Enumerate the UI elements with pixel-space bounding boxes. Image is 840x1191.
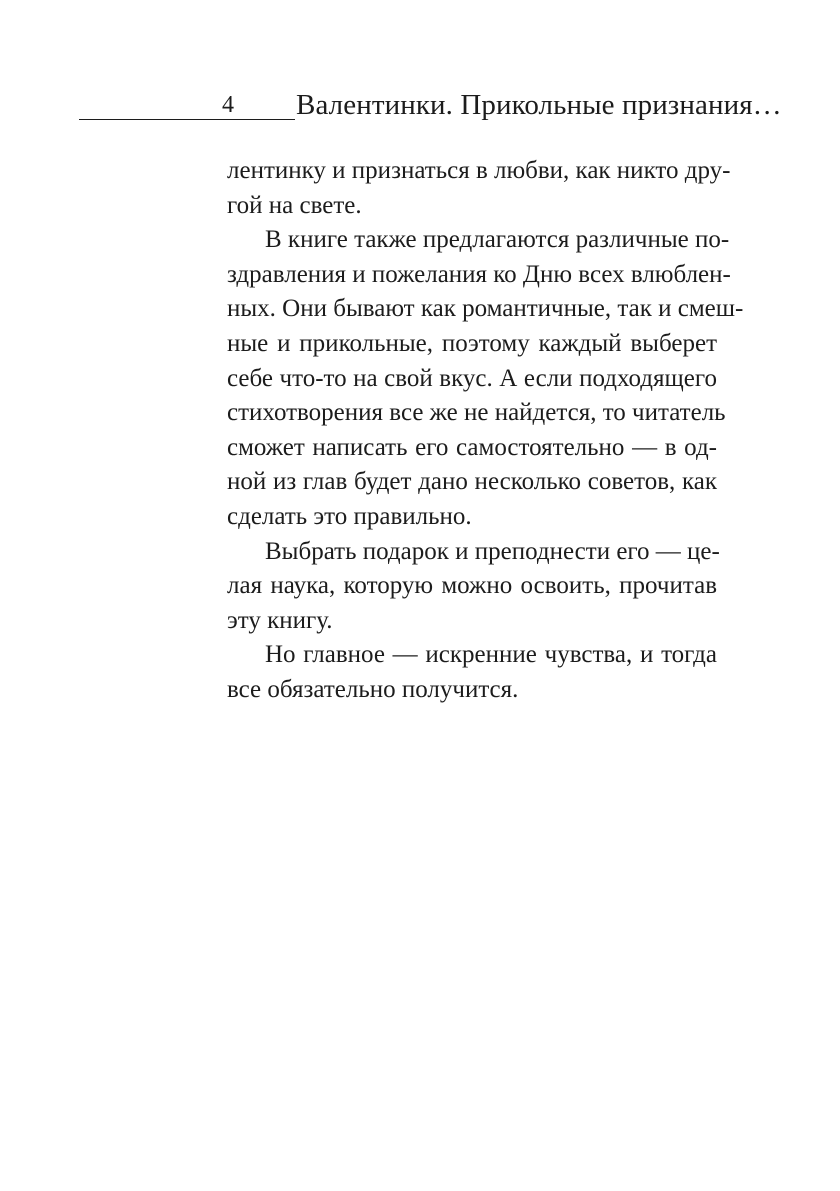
running-title: Валентинки. Прикольные признания…: [296, 89, 782, 121]
header-rule: [79, 119, 295, 120]
paragraph-first-line: Выбрать подарок и преподнести его — це-: [265, 537, 720, 565]
text-line: лентинку и признаться в любви, как никто дру-: [227, 157, 731, 184]
text-line: ной из глав будет дано несколько советов, как: [227, 468, 717, 496]
text-line: ные и прикольные, поэтому каждый выберет: [227, 329, 717, 357]
text-line: ных. Они бывают как романтичные, так и смеш-: [227, 295, 744, 323]
body-text: [227, 154, 744, 708]
text-line: эту книгу.: [227, 606, 333, 634]
paragraph-first-line: В книге также предлагаются различные по-: [265, 226, 730, 254]
text-line: лая наука, которую можно освоить, прочитав: [227, 572, 717, 600]
text-line: здравления и пожелания ко Дню всех влюблен-: [227, 260, 731, 288]
text-line: сможет написать его самостоятельно — в од-: [227, 433, 717, 461]
text-line: себе что-то на свой вкус. А если подходящего: [227, 364, 717, 392]
text-line: все обязательно получится.: [227, 675, 519, 703]
page-number: 4: [222, 92, 234, 118]
paragraph-first-line: Но главное — искренние чувства, и тогда: [265, 641, 717, 669]
text-line: сделать это правильно.: [227, 502, 472, 530]
running-head: [0, 0, 840, 130]
text-line: гой на свете.: [227, 191, 362, 219]
text-line: стихотворения все же не найдется, то читатель: [227, 399, 726, 427]
